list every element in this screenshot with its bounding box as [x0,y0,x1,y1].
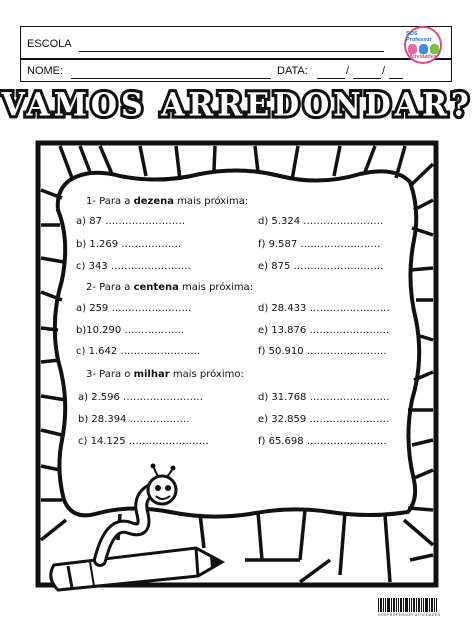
section-3-item-c: c) 14.125 …………………… [78,436,209,447]
section-2-item-a: a) 259 …………………… [76,303,192,314]
section-2-item-f: f) 50.910 …………………… [258,346,387,357]
section-1-item-c: c) 343 …………………… [76,261,191,272]
section-2-heading: 2- Para a centena mais próxima: [86,282,254,293]
section-1-heading: 1- Para a dezena mais próxima: [86,196,249,207]
logo-subtext: Atividades [409,53,437,60]
section-2-item-e: e) 13.876 …………………… [258,325,390,336]
section-3-item-a: a) 2.596 …………………… [78,392,204,403]
date-separator: / [346,65,350,77]
section-1-item-a: a) 87 …………………… [76,216,186,227]
section-1-item-e: e) 875 ……………………… [258,261,384,272]
section-2-item-b: b)10.290 ……………… [76,325,185,336]
section-3-item-b: b) 28.394 ……………… [78,414,190,425]
barcode [378,598,450,617]
section-1-item-b: b) 1.269 ……………… [76,239,182,250]
section-1-item-f: f) 9.587 …………………… [258,239,381,250]
section-3-heading: 3- Para o milhar mais próximo: [86,369,244,380]
section-3-item-e: e) 32.859 …………………… [258,414,390,425]
logo-text: SOS Professor [406,30,432,43]
barcode-icon [378,598,450,612]
school-label: ESCOLA [27,38,72,50]
section-3-item-d: d) 31.768 …………………… [258,392,390,403]
section-2-item-d: d) 28.433 …………………… [258,303,390,314]
page-title: VAMOS ARREDONDAR? [1,87,473,124]
barcode-caption: SOSPROFESSOR-ATIVIDADES [378,613,441,617]
date-separator: / [382,65,386,77]
date-label: DATA: [277,65,308,77]
section-3-item-f: f) 65.698 …………………… [258,436,387,447]
name-label: NOME: [27,65,64,77]
section-1-item-d: d) 5.324 …………………… [258,216,384,227]
section-2-item-c: c) 1.642 …………………… [76,346,201,357]
